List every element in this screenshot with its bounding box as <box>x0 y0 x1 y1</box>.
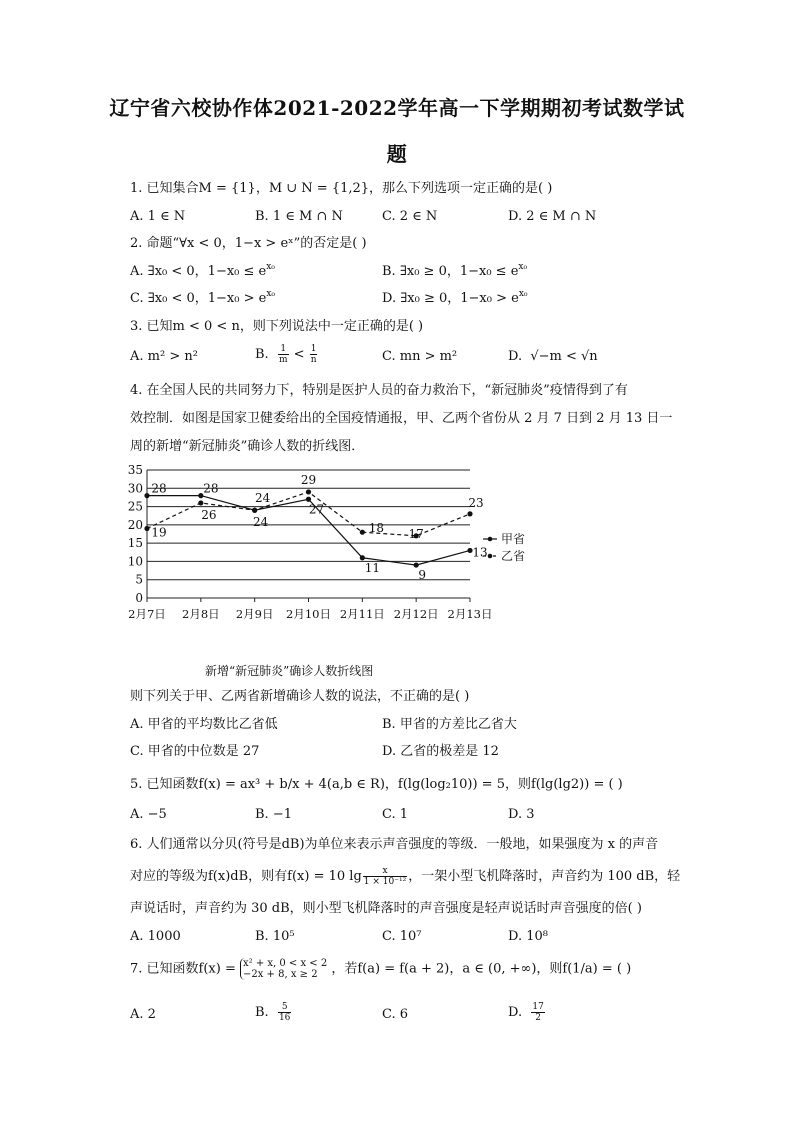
q4-option-c: C. 甲省的中位数是 27 <box>130 744 260 759</box>
q7-option-b: B. $\frac{5}{16}$ <box>255 1002 291 1023</box>
q5-option-d: D. 3 <box>508 807 535 822</box>
title-line-1: 辽宁省六校协作体2021-2022学年高一下学期期初考试数学试 <box>109 96 685 120</box>
x-tick-label: 2月10日 <box>286 607 331 621</box>
data-point <box>144 526 149 531</box>
data-point <box>198 500 203 505</box>
y-tick-label: 35 <box>127 463 143 477</box>
q2-option-a: A. ∃x₀ < 0，$1-x_0 \le e^{x_0}$ <box>130 262 275 279</box>
data-label: 23 <box>468 495 484 510</box>
y-tick-label: 30 <box>127 481 143 496</box>
q2-option-b: B. ∃x₀ ≥ 0，$1-x_0 \le e^{x_0}$ <box>382 262 528 279</box>
legend-label: 乙省 <box>501 549 526 563</box>
q5-option-c: C. 1 <box>382 807 409 822</box>
line-chart <box>125 462 526 652</box>
q1-stem: 1. 已知集合M = {1}，M ∪ N = {1,2}，那么下列选项一定正确的是( ) <box>130 181 553 196</box>
data-label: 18 <box>368 521 384 536</box>
piecewise-brace: x² + x, 0 < x < 2 −2x + 8, x ≥ 2 <box>240 958 327 980</box>
legend-label: 甲省 <box>501 532 526 546</box>
q3-option-a: A. m² > n² <box>130 349 198 364</box>
x-tick-label: 2月7日 <box>128 607 166 621</box>
data-label: 19 <box>151 525 167 540</box>
q3-option-d: D. √−m < √n <box>508 349 598 364</box>
data-point <box>414 562 419 567</box>
x-tick-label: 2月8日 <box>182 607 220 621</box>
y-tick-label: 15 <box>127 536 143 551</box>
q4-line-1: 4. 在全国人民的共同努力下，特别是医护人员的奋力救治下，“新冠肺炎”疫情得到了有 <box>130 383 628 398</box>
q5-option-b: B. −1 <box>255 807 292 822</box>
title-line-2: 题 <box>386 142 408 166</box>
q7-option-d: D. $\frac{17}{2}$ <box>508 1002 544 1023</box>
x-tick-label: 2月11日 <box>339 607 385 621</box>
data-label: 9 <box>418 568 426 583</box>
y-tick-label: 25 <box>127 499 143 514</box>
q6-option-b: B. 10⁵ <box>255 929 295 944</box>
data-label: 24 <box>253 515 269 530</box>
q1-option-a: A. 1 ∈ N <box>130 209 186 224</box>
q1-option-c: C. 2 ∈ N <box>382 209 438 224</box>
data-label: 17 <box>408 526 424 541</box>
q4-line-2: 效控制．如图是国家卫健委给出的全国疫情通报，甲、乙两个省份从 2 月 7 日到 2 月 13 日一 <box>130 411 673 426</box>
q4-option-b: B. 甲省的方差比乙省大 <box>382 717 517 732</box>
data-point <box>252 508 257 513</box>
q7-option-c: C. 6 <box>382 1007 409 1022</box>
q3-option-b: B. $\frac{1}{m}$ < $\frac{1}{n}$ <box>255 344 317 365</box>
x-tick-label: 2月9日 <box>235 607 274 621</box>
data-label: 28 <box>151 481 167 496</box>
legend-marker <box>488 537 493 542</box>
q6-line-3: 声说话时，声音约为 30 dB，则小型飞机降落时的声音强度是轻声说话时声音强度的倍( ) <box>130 901 642 916</box>
q4-option-a: A. 甲省的平均数比乙省低 <box>130 717 278 732</box>
data-label: 28 <box>203 481 219 496</box>
q4-question: 则下列关于甲、乙两省新增确诊人数的说法，不正确的是( ) <box>130 689 470 704</box>
data-label: 24 <box>255 491 271 506</box>
q5-stem: 5. 已知函数f(x) = ax³ + b/x + 4(a,b ∈ R)，f(lg(log₂10)) = 5，则f(lg(lg2)) = ( ) <box>130 777 623 792</box>
y-tick-label: 5 <box>135 572 143 587</box>
q2-option-c: C. ∃x₀ < 0，$1-x_0 > e^{x_0}$ <box>130 289 276 306</box>
q6-option-d: D. 10⁸ <box>508 929 548 944</box>
data-point <box>360 555 365 560</box>
data-label: 29 <box>300 472 317 487</box>
data-point <box>360 530 365 535</box>
x-tick-label: 2月12日 <box>393 607 439 621</box>
data-point <box>144 493 149 498</box>
q4-option-d: D. 乙省的极差是 12 <box>382 744 499 759</box>
data-label: 13 <box>472 545 488 560</box>
q5-option-a: A. −5 <box>130 807 167 822</box>
data-label: 11 <box>364 560 380 575</box>
q6-line-2: 对应的等级为f(x)dB，则有f(x) = 10 lg $\frac{x}{\text{1 × 10⁻¹²}}$ ，一架小型飞机降落时，声音约为 100 dB，轻 <box>130 866 681 887</box>
q7-stem: 7. 已知函数f(x) = x² + x, 0 < x < 2 −2x + 8, x ≥ 2 ，若f(a) = f(a + 2)，a ∈ (0, +∞)，则f(1/a) = ( ) <box>130 958 632 980</box>
q7-option-a: A. 2 <box>130 1007 156 1022</box>
q1-option-b: B. 1 ∈ M ∩ N <box>255 209 343 224</box>
data-point <box>306 497 311 502</box>
data-label: 26 <box>201 507 217 522</box>
q3-option-c: C. mn > m² <box>382 349 458 364</box>
chart-caption: 新增“新冠肺炎”确诊人数折线图 <box>205 664 374 678</box>
q6-option-c: C. 10⁷ <box>382 929 422 944</box>
q3-stem: 3. 已知m < 0 < n，则下列说法中一定正确的是( ) <box>130 319 424 334</box>
data-point <box>306 489 311 494</box>
y-tick-label: 0 <box>135 591 143 605</box>
y-tick-label: 10 <box>127 554 143 569</box>
y-tick-label: 20 <box>127 517 143 532</box>
legend-marker <box>488 554 493 559</box>
q2-option-d: D. ∃x₀ ≥ 0，$1-x_0 > e^{x_0}$ <box>382 289 528 306</box>
q6-option-a: A. 1000 <box>130 929 181 944</box>
q2-stem: 2. 命题“∀x < 0，1−x > eˣ”的否定是( ) <box>130 236 367 251</box>
q1-option-d: D. 2 ∈ M ∩ N <box>508 209 597 224</box>
data-label: 27 <box>308 502 325 517</box>
q6-line-1: 6. 人们通常以分贝(符号是dB)为单位来表示声音强度的等级．一般地，如果强度为 x 的声音 <box>130 837 659 852</box>
x-tick-label: 2月13日 <box>447 607 493 621</box>
data-point <box>467 511 472 516</box>
q4-line-3: 周的新增“新冠肺炎”确诊人数的折线图． <box>130 439 365 454</box>
